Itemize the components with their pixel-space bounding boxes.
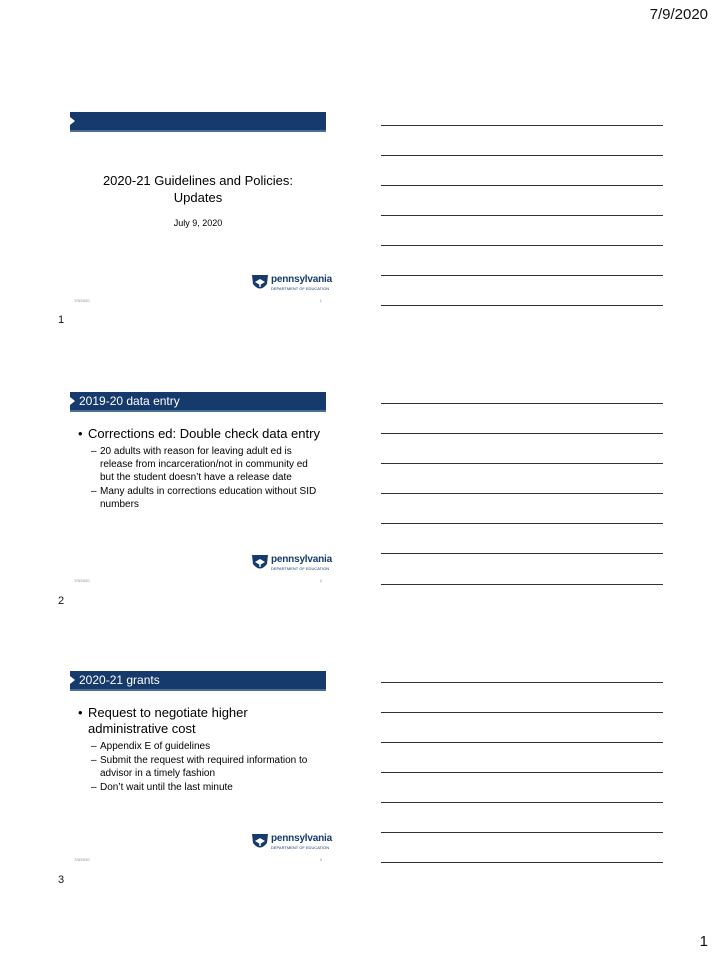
notes-line [381,712,663,713]
triangle-bullet-icon [70,397,75,405]
bullet-item [76,705,322,737]
bullet-text: Request to negotiate higher administrative cost [88,705,248,736]
notes-line [381,553,663,554]
cover-title-text: 2020-21 Guidelines and Policies: Updates [102,173,294,205]
triangle-bullet-icon [70,117,75,125]
slide-footer-number: 1 [319,298,322,303]
pennsylvania-logo [251,553,332,573]
notes-line [381,682,663,683]
subbullet-item [76,740,322,753]
slide-number-label: 1 [58,314,65,326]
dash-bullet-icon: – [91,486,97,497]
logo-name: pennsylvania [271,274,332,285]
page-date: 7/9/2020 [649,6,708,23]
notes-line [381,245,663,246]
dash-bullet-icon: – [91,755,97,766]
bullet-item [76,426,322,442]
slide-title: 2020-21 grants [79,673,160,687]
slide-footer-number: 3 [319,857,322,862]
keystone-icon [251,832,269,852]
notes-line [381,584,663,585]
notes-line [381,862,663,863]
slide-2 [70,392,332,587]
notes-line [381,772,663,773]
slide-number-label: 3 [58,874,65,886]
slide-bullets [76,426,322,512]
pennsylvania-logo [251,832,332,852]
subbullet-text: Many adults in corrections education without SID numbers [100,486,317,510]
notes-line [381,185,663,186]
notes-line [381,493,663,494]
notes-line [381,802,663,803]
slide-footer-number: 2 [319,578,322,583]
notes-line [381,403,663,404]
logo-name: pennsylvania [271,554,332,565]
notes-line [381,742,663,743]
keystone-icon [251,553,269,573]
keystone-icon [251,273,269,293]
subbullet-item [76,781,322,794]
logo-subtitle: DEPARTMENT OF EDUCATION [271,566,330,571]
dash-bullet-icon: – [91,446,97,457]
cover-date: July 9, 2020 [173,218,223,228]
notes-line [381,305,663,306]
triangle-bullet-icon [70,676,75,684]
notes-line [381,215,663,216]
cover-title [70,172,326,206]
dash-bullet-icon: – [91,741,97,752]
subbullet-text: 20 adults with reason for leaving adult ed is release from incarceration/not in community ed but the student doesn’t have a release date [100,446,308,483]
slide-title-bar [70,671,326,691]
slide-footer-date: 7/9/2020 [74,578,90,583]
logo-name: pennsylvania [271,833,332,844]
subbullet-item [76,485,322,511]
subbullet-text: Submit the request with required information to advisor in a timely fashion [100,755,308,779]
notes-line [381,832,663,833]
notes-line [381,433,663,434]
bullet-text: Corrections ed: Double check data entry [88,426,320,441]
pennsylvania-logo [251,273,332,293]
slide-title-bar [70,392,326,412]
dash-bullet-icon: – [91,782,97,793]
slide-3 [70,671,332,866]
subbullet-item [76,754,322,780]
notes-line [381,275,663,276]
subbullet-text: Appendix E of guidelines [100,741,211,752]
subbullet-item [76,445,322,484]
slide-bullets [76,705,322,795]
slide-footer-date: 7/9/2020 [74,298,90,303]
notes-line [381,155,663,156]
notes-line [381,463,663,464]
logo-subtitle: DEPARTMENT OF EDUCATION [271,286,330,291]
slide-number-label: 2 [58,595,65,607]
bullet-dot-icon: • [78,705,83,720]
slide-footer-date: 7/9/2020 [74,857,90,862]
page-number: 1 [699,933,708,950]
logo-subtitle: DEPARTMENT OF EDUCATION [271,845,330,850]
notes-line [381,125,663,126]
slide-1 [70,112,332,307]
subbullet-text: Don’t wait until the last minute [100,782,233,793]
notes-line [381,523,663,524]
slide-title: 2019-20 data entry [79,394,180,408]
slide-title-bar [70,112,326,132]
bullet-dot-icon: • [78,426,83,441]
